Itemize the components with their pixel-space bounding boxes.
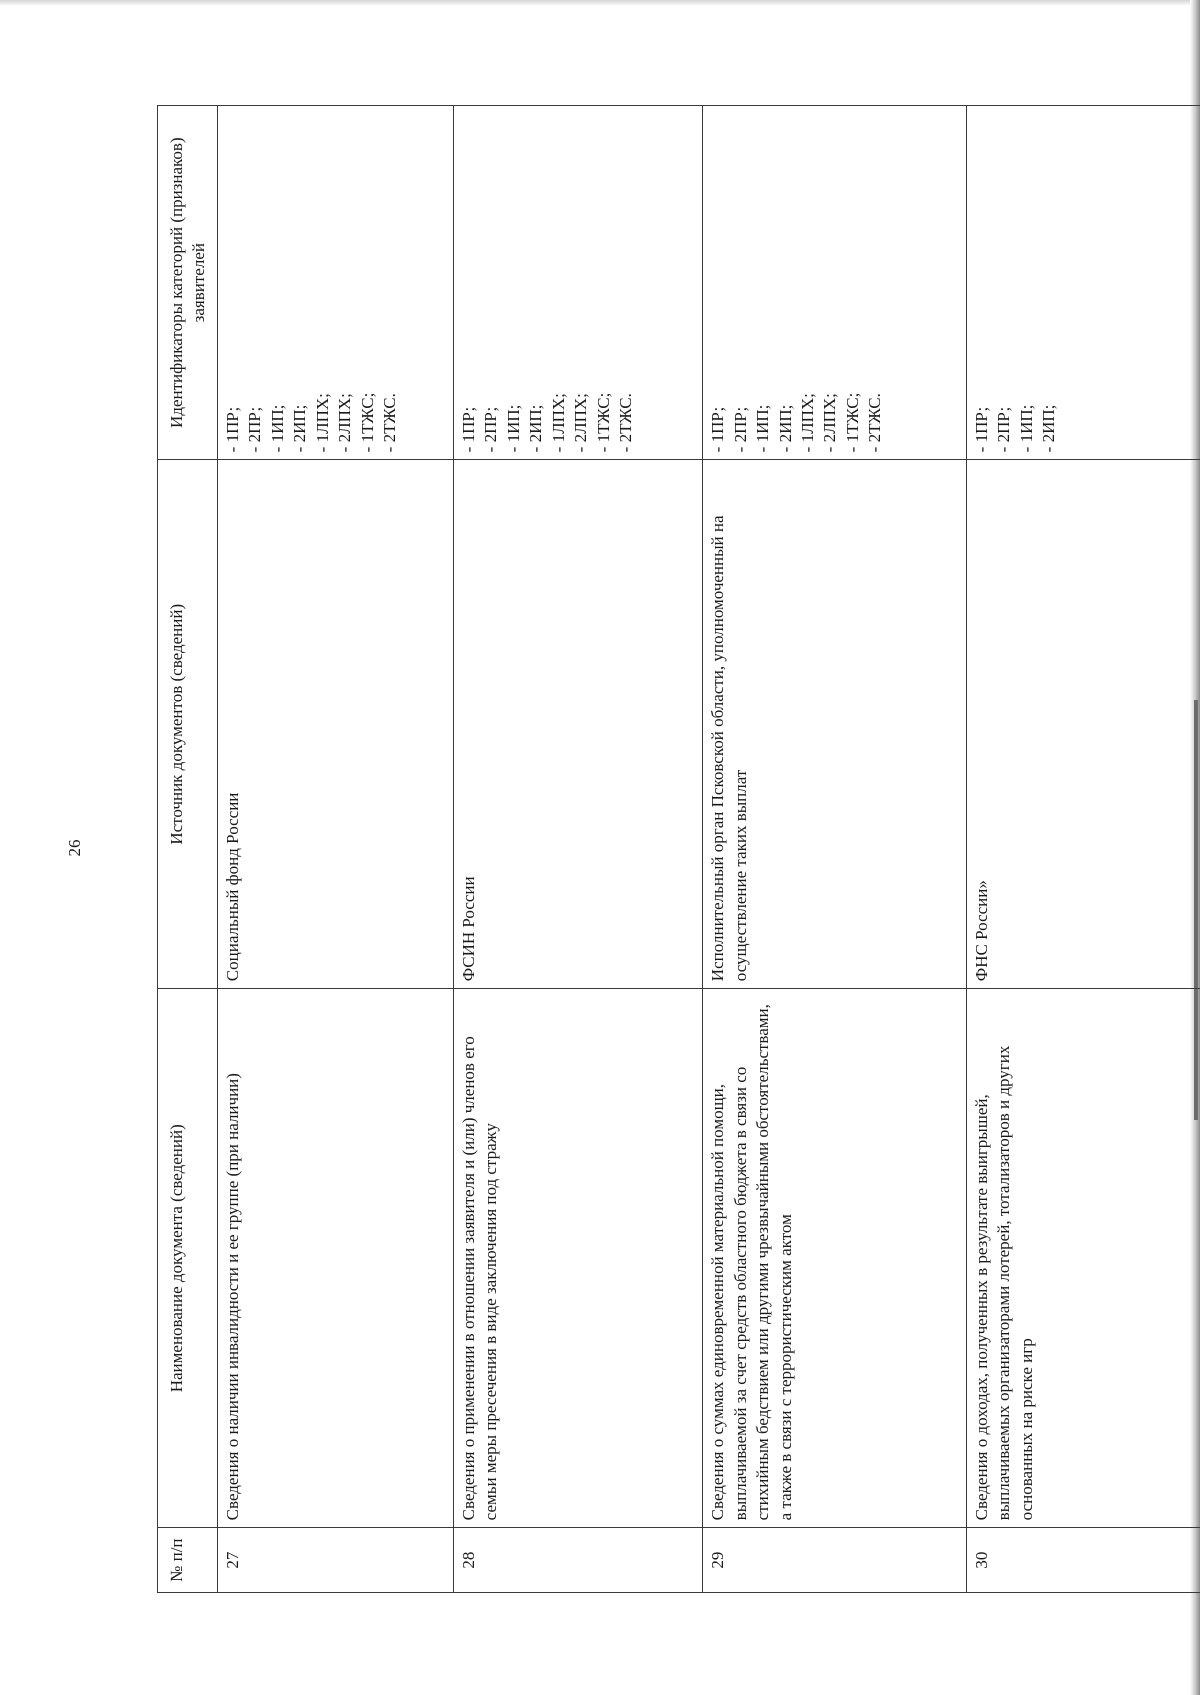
row-document-name: Сведения о суммах единовременной материальной помощи, выплачиваемой за счет средств областного бюджета в связи со стихийным бедствием или другими чрезвычайными обстоятельствами, а также в связи с террористическим актом [703,989,966,1528]
row-number: 30 [966,1528,1200,1593]
identifier-item: - 2ТЖС. [380,393,400,453]
identifier-item: - 2ИП; [1038,404,1058,453]
row-document-name: Сведения о применении в отношении заявителя и (или) членов его семьи меры пресечения в виде заключения под стражу [454,989,703,1528]
table-header-row [158,106,218,1593]
identifier-item: - 2ТЖС. [865,393,885,453]
table-row [966,106,1200,1593]
identifier-item: - 2ТЖС. [616,393,636,453]
identifier-item: - 1ПР; [708,406,728,453]
identifier-item: - 2ПР; [730,406,750,453]
row-source: Исполнительный орган Псковской области, уполномоченный на осуществление таких выплат [703,460,966,989]
row-number: 28 [454,1528,703,1593]
header-document-name: Наименование документа (сведений) [158,989,218,1528]
identifier-item: - 1ИП; [1016,404,1036,453]
identifier-item: - 2ЛПХ; [335,393,355,453]
identifier-list [222,113,402,452]
table-container [157,105,1200,1593]
row-document-name: Сведения о наличии инвалидности и ее группе (при наличии) [218,989,454,1528]
identifier-list [707,113,887,452]
table-row [218,106,454,1593]
row-identifiers [703,106,966,460]
identifier-item: - 1ЛПХ; [312,393,332,453]
table-row [703,106,966,1593]
row-document-name: Сведения о доходах, полученных в результате выигрышей, выплачиваемых организаторами лотерей, тотализаторов и других основанных на риске игр [966,989,1200,1528]
identifier-item: - 1ПР; [459,406,478,453]
row-source: ФНС России» [966,460,1200,989]
page-number: 26 [65,839,84,857]
identifier-list [971,113,1061,452]
identifier-item: - 1ТЖС; [593,392,613,453]
identifier-item: - 1ПР; [223,406,242,453]
identifier-item: - 2ИП; [526,404,546,453]
identifier-item: - 2ИП; [775,404,795,453]
table-row [454,106,703,1593]
identifier-item: - 1ПР; [971,406,991,453]
identifier-item: - 1ЛПХ; [797,393,817,453]
header-source: Источник документов (сведений) [158,460,218,989]
header-identifiers: Идентификаторы категорий (признаков) заявителей [158,106,218,460]
identifier-item: - 2ПР; [994,406,1014,453]
identifier-item: - 2ЛПХ; [820,393,840,453]
identifier-item: - 2ПР; [481,406,501,453]
identifier-item: - 1ТЖС; [357,392,377,453]
identifier-item: - 1ИП; [267,404,287,453]
row-identifiers [454,106,703,460]
header-number: № п/п [158,1528,218,1593]
row-number: 29 [703,1528,966,1593]
rotated-table-frame [157,105,1200,1593]
row-identifiers [218,106,454,460]
scan-edge-top [0,0,1200,6]
identifier-item: - 2ЛПХ; [571,393,591,453]
identifier-item: - 2ПР; [245,406,265,453]
identifier-item: - 1ЛПХ; [548,393,568,453]
row-identifiers [966,106,1200,460]
identifier-item: - 1ТЖС; [842,392,862,453]
row-number: 27 [218,1528,454,1593]
row-source: Социальный фонд России [218,460,454,989]
row-source: ФСИН России [454,460,703,989]
identifier-item: - 2ИП; [290,404,310,453]
identifier-list [458,113,638,452]
identifier-item: - 1ИП; [753,404,773,453]
identifier-item: - 1ИП; [503,404,523,453]
documents-table [157,105,1200,1593]
